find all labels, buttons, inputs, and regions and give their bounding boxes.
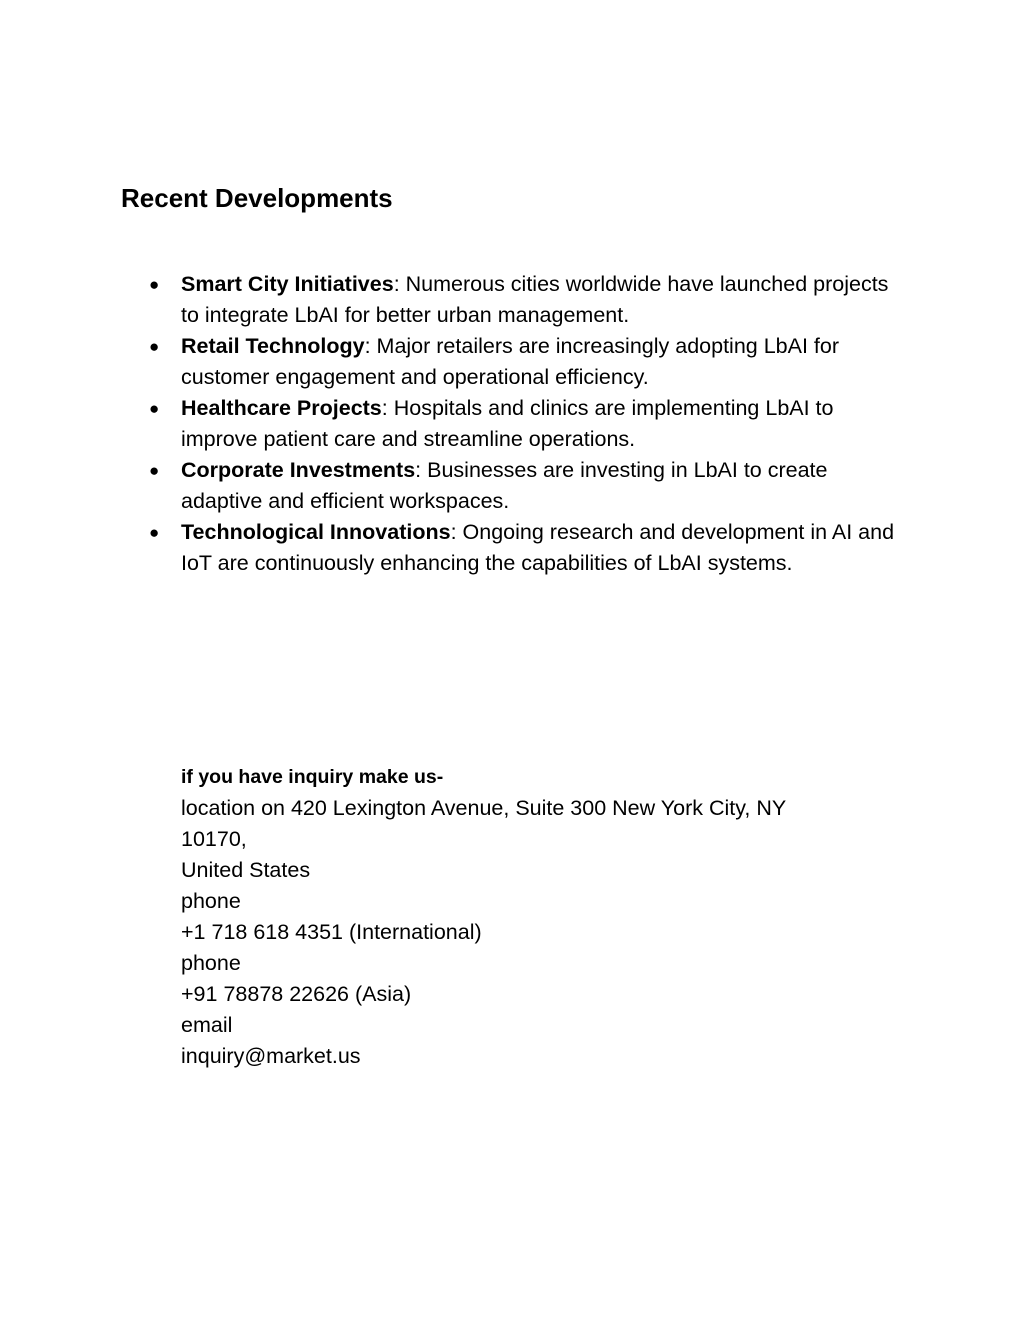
item-text: Businesses are investing in LbAI to create adaptive and efficient workspaces.: [181, 458, 828, 513]
list-item: [121, 269, 911, 331]
list-item: [121, 331, 911, 393]
bullet-icon: ●: [149, 461, 160, 480]
item-separator: :: [393, 272, 406, 296]
item-title: Retail Technology: [181, 334, 365, 358]
bullet-icon: ●: [149, 523, 160, 542]
section-heading: Recent Developments: [121, 183, 393, 213]
item-text: Numerous cities worldwide have launched projects to integrate LbAI for better urban management.: [181, 272, 889, 327]
phone-label: phone: [181, 889, 241, 913]
item-separator: :: [364, 334, 377, 358]
email-label: email: [181, 1013, 233, 1037]
phone-international: +1 718 618 4351 (International): [181, 920, 482, 944]
item-text: Major retailers are increasingly adopting LbAI for customer engagement and operational efficiency.: [181, 334, 840, 389]
item-separator: :: [415, 458, 428, 482]
contact-location-line-1: location on 420 Lexington Avenue, Suite 300 New York City, NY: [181, 796, 787, 820]
item-title: Smart City Initiatives: [181, 272, 394, 296]
bullet-icon: ●: [149, 275, 160, 294]
item-separator: :: [381, 396, 394, 420]
list-item: [121, 517, 911, 579]
contact-location-line-2: 10170,: [181, 827, 247, 851]
item-text: Hospitals and clinics are implementing LbAI to improve patient care and streamline operations.: [181, 396, 834, 451]
bullet-icon: ●: [149, 399, 160, 418]
item-text: Ongoing research and development in AI and IoT are continuously enhancing the capabilities of LbAI systems.: [181, 520, 895, 575]
item-separator: :: [450, 520, 463, 544]
contact-block: [181, 762, 881, 1072]
contact-country: United States: [181, 858, 311, 882]
list-item: [121, 393, 911, 455]
developments-list: [121, 269, 911, 579]
item-title: Corporate Investments: [181, 458, 416, 482]
contact-heading: if you have inquiry make us-: [181, 766, 444, 788]
list-item: [121, 455, 911, 517]
phone-asia: +91 78878 22626 (Asia): [181, 982, 412, 1006]
phone-label: phone: [181, 951, 241, 975]
item-title: Healthcare Projects: [181, 396, 382, 420]
email-address: inquiry@market.us: [181, 1044, 361, 1068]
bullet-icon: ●: [149, 337, 160, 356]
item-title: Technological Innovations: [181, 520, 451, 544]
